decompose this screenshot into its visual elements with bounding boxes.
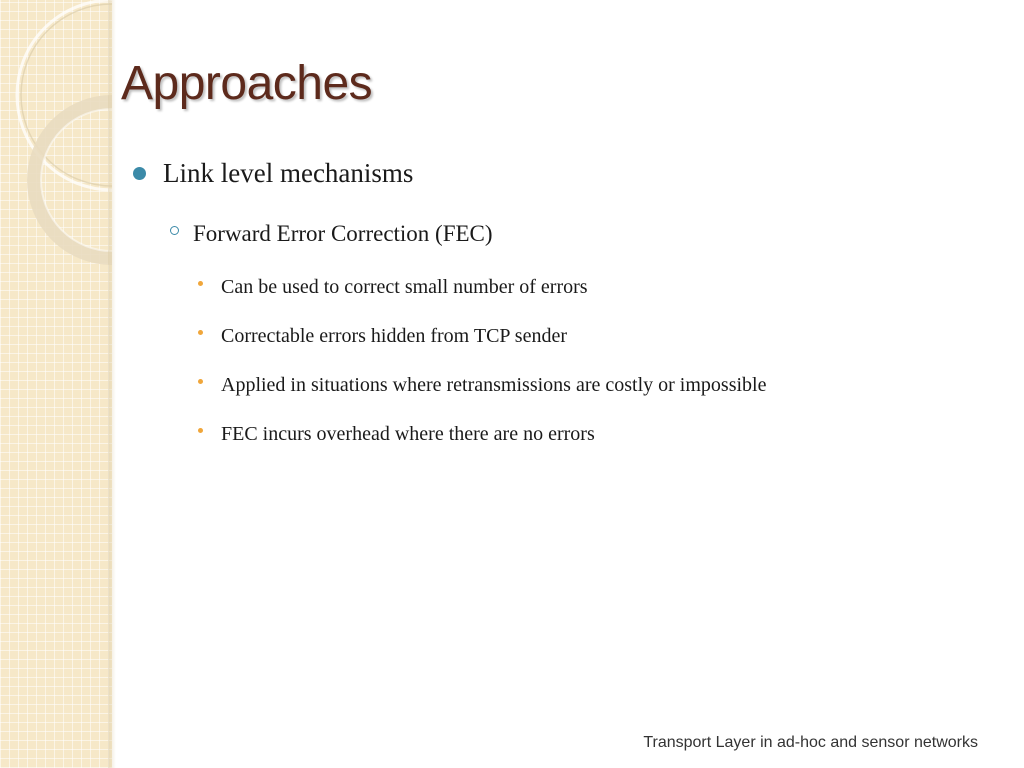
bullet-text: Applied in situations where retransmissions are costly or impossible (221, 374, 767, 396)
bullet-level1-item (133, 158, 413, 189)
round-bullet-icon (133, 167, 146, 180)
bullet-level3-item (196, 276, 588, 299)
small-dot-bullet-icon (198, 428, 203, 433)
slide-footer: Transport Layer in ad-hoc and sensor networks (643, 734, 978, 751)
sidebar-edge-shadow (108, 0, 116, 768)
bullet-level2-item (168, 221, 493, 247)
bullet-level3-item (196, 423, 595, 446)
decorative-circles (0, 0, 112, 768)
bullet-level3-item (196, 325, 567, 348)
bullet-text: Forward Error Correction (FEC) (193, 221, 493, 246)
small-dot-bullet-icon (198, 330, 203, 335)
decorative-sidebar (0, 0, 112, 768)
small-dot-bullet-icon (198, 379, 203, 384)
slide-title: Approaches (121, 57, 373, 110)
bullet-text: Link level mechanisms (163, 158, 414, 188)
ring-bullet-icon (170, 226, 179, 235)
bullet-text: Correctable errors hidden from TCP sender (221, 325, 568, 347)
bullet-text: Can be used to correct small number of errors (221, 276, 588, 298)
bullet-level3-item (196, 374, 766, 397)
bullet-text: FEC incurs overhead where there are no errors (221, 423, 595, 445)
small-dot-bullet-icon (198, 281, 203, 286)
